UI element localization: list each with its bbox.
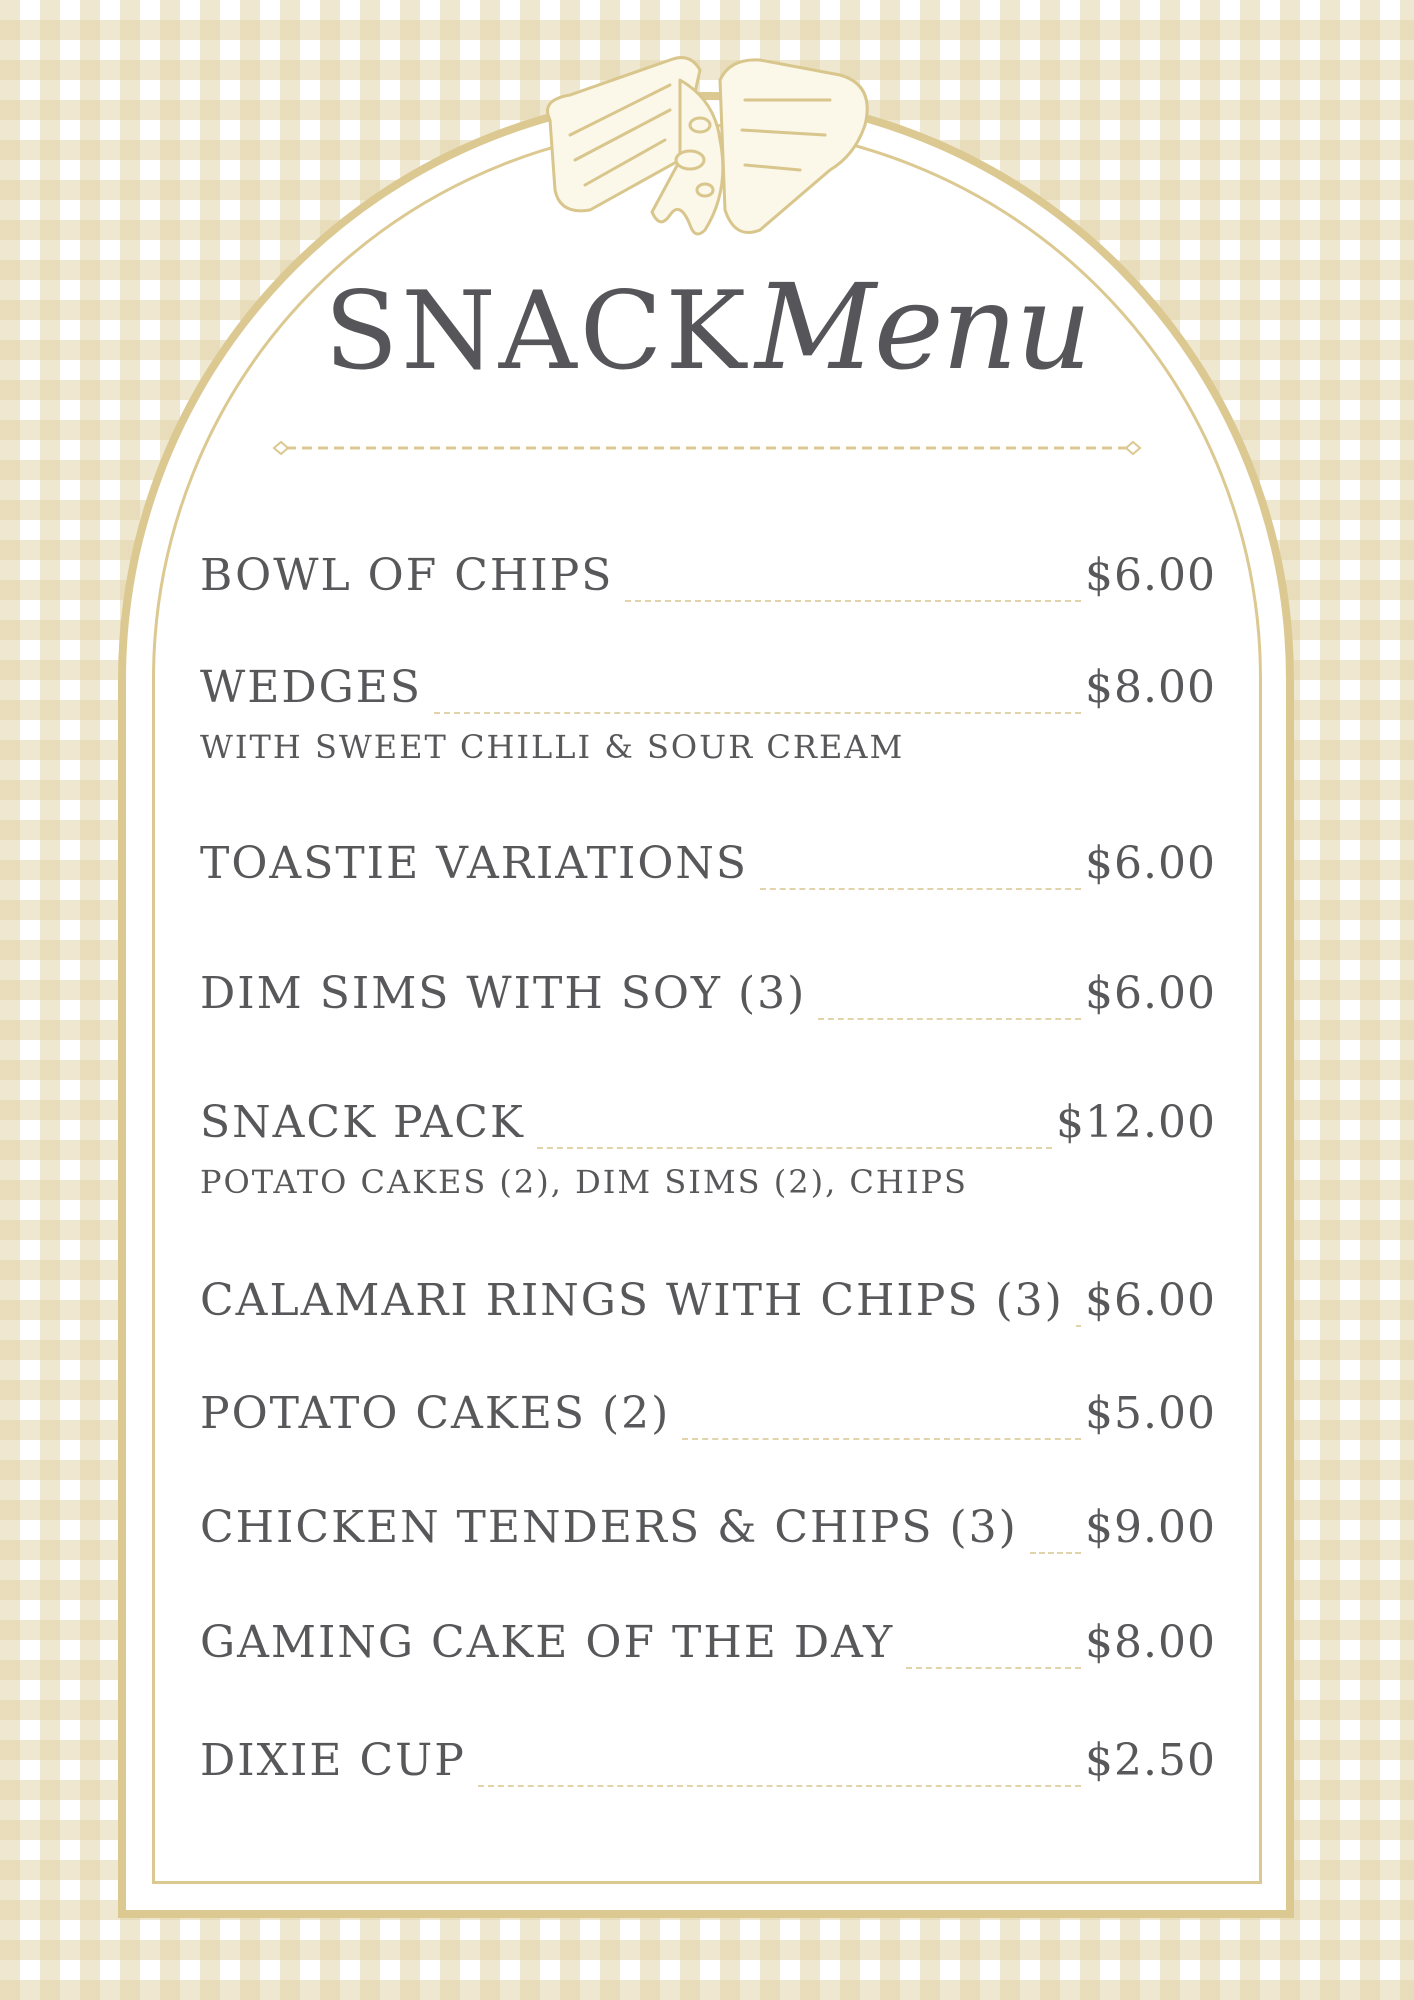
leader-line <box>818 1018 1081 1020</box>
leader-line <box>906 1667 1081 1669</box>
menu-item <box>200 1617 1216 1677</box>
menu-item <box>200 662 1216 766</box>
item-name: BOWL OF CHIPS <box>200 550 614 601</box>
menu-item <box>200 1275 1216 1335</box>
menu-item <box>200 838 1216 898</box>
menu-item <box>200 550 1216 610</box>
item-description: WITH SWEET CHILLI & SOUR CREAM <box>200 728 905 766</box>
leader-line <box>682 1438 1081 1440</box>
item-name: CHICKEN TENDERS & CHIPS (3) <box>200 1502 1018 1553</box>
item-price: $6.00 <box>1085 1275 1216 1326</box>
leader-line <box>1030 1552 1081 1554</box>
page-title <box>0 258 1414 428</box>
item-name: POTATO CAKES (2) <box>200 1388 671 1439</box>
item-name: GAMING CAKE OF THE DAY <box>200 1617 895 1668</box>
item-price: $6.00 <box>1085 550 1216 601</box>
item-name: CALAMARI RINGS WITH CHIPS (3) <box>200 1275 1064 1326</box>
item-name: SNACK PACK <box>200 1097 525 1148</box>
item-price: $8.00 <box>1085 662 1216 713</box>
item-price: $12.00 <box>1056 1097 1216 1148</box>
leader-line <box>537 1147 1052 1149</box>
item-name: DIXIE CUP <box>200 1735 466 1786</box>
title-divider <box>272 439 1142 457</box>
item-price: $9.00 <box>1085 1502 1216 1553</box>
item-description: POTATO CAKES (2), DIM SIMS (2), CHIPS <box>200 1163 968 1201</box>
item-price: $8.00 <box>1085 1617 1216 1668</box>
leader-line <box>625 600 1081 602</box>
item-name: TOASTIE VARIATIONS <box>200 838 749 889</box>
item-price: $5.00 <box>1085 1388 1216 1439</box>
title-script: Menu <box>755 258 1090 396</box>
item-price: $2.50 <box>1085 1735 1216 1786</box>
item-price: $6.00 <box>1085 838 1216 889</box>
menu-item <box>200 1502 1216 1562</box>
menu-item <box>200 1388 1216 1448</box>
menu-item <box>200 1097 1216 1201</box>
title-main: SNACK <box>324 269 750 394</box>
menu-item <box>200 968 1216 1028</box>
leader-line <box>478 1785 1081 1787</box>
item-name: WEDGES <box>200 662 423 713</box>
leader-line <box>1076 1325 1081 1327</box>
item-name: DIM SIMS WITH SOY (3) <box>200 968 807 1019</box>
toasted-sandwich-icon <box>530 40 890 250</box>
item-price: $6.00 <box>1085 968 1216 1019</box>
leader-line <box>434 712 1081 714</box>
leader-line <box>760 888 1081 890</box>
menu-item <box>200 1735 1216 1795</box>
